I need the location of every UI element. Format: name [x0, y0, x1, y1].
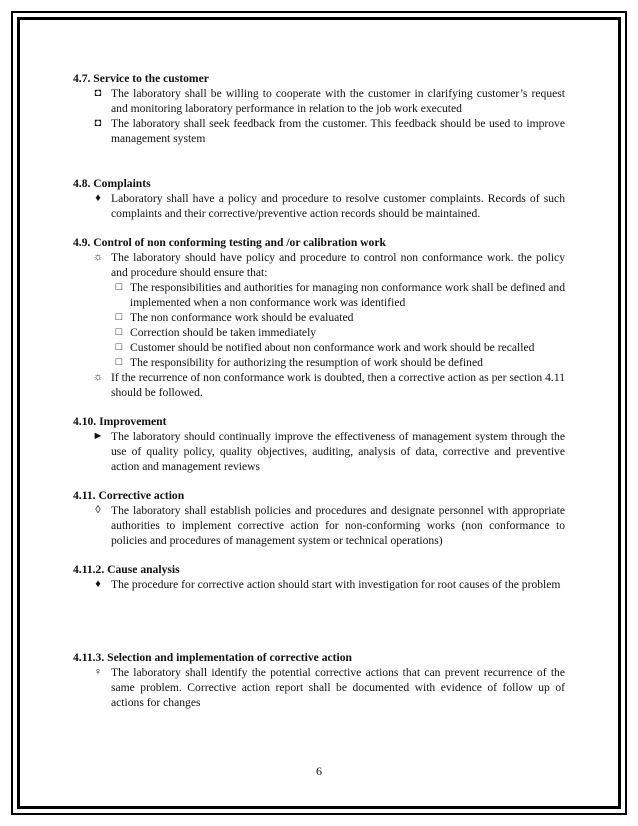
list-item-text: If the recurrence of non conformance work is doubted, then a corrective action as per section 4.11 should be followed. [111, 371, 565, 399]
section-heading: 4.11.2. Cause analysis [73, 563, 180, 576]
section-cause-analysis [73, 562, 565, 592]
list-item-text: The laboratory should continually improve the effectiveness of management system through the use of quality policy, quality objectives, auditing, analysis of data, corrective and preventive action and management reviews [111, 430, 565, 473]
list-item [73, 86, 565, 116]
checkbox-bullet-icon: □ [115, 281, 123, 293]
sub-list-item [73, 355, 565, 370]
female-sign-bullet-icon: ♀ [93, 666, 103, 678]
diamond-bullet-icon: ♦ [95, 192, 101, 204]
section-improvement [73, 414, 565, 474]
sub-list-item [73, 310, 565, 325]
list-item-text: The laboratory shall establish policies and procedures and designate personnel with appropriate authorities to implement corrective action for non-conforming works (non conformance to policies and procedures of management system or technical operations) [111, 504, 565, 547]
list-item-text: The laboratory shall identify the potential corrective actions that can prevent recurrence of the same problem. Corrective action report shall be documented with evidence of follow up of actions for changes [111, 666, 565, 709]
section-heading: 4.10. Improvement [73, 415, 167, 428]
section-heading: 4.11.3. Selection and implementation of corrective action [73, 651, 352, 664]
list-item [73, 250, 565, 280]
list-item-text: The procedure for corrective action should start with investigation for root causes of the problem [111, 578, 561, 591]
section-non-conforming-work [73, 235, 565, 400]
list-item [73, 116, 565, 146]
list-item-text: The laboratory shall seek feedback from the customer. This feedback should be used to improve management system [111, 117, 565, 145]
section-heading: 4.9. Control of non conforming testing and /or calibration work [73, 236, 386, 249]
checkbox-bullet-icon: □ [115, 341, 123, 353]
section-service-to-customer [73, 71, 565, 146]
diamond-bullet-icon: ♦ [95, 578, 101, 590]
sub-list-item [73, 280, 565, 310]
list-item [73, 191, 565, 221]
list-item [73, 429, 565, 474]
section-heading: 4.8. Complaints [73, 177, 151, 190]
lozenge-bullet-icon: ◊ [95, 504, 101, 516]
list-item [73, 665, 565, 710]
sub-list-item-text: Customer should be notified about non conformance work and work should be recalled [130, 341, 535, 354]
sub-list-item-text: The non conformance work should be evaluated [130, 311, 354, 324]
document-body [73, 71, 565, 710]
sub-list-item-text: The responsibilities and authorities for managing non conformance work shall be defined and implemented when a non conformance work was identified [130, 281, 565, 309]
sun-bullet-icon: ☼ [92, 371, 104, 383]
sub-list-item-text: The responsibility for authorizing the resumption of work should be defined [130, 356, 483, 369]
list-item [73, 503, 565, 548]
arrow-bullet-icon: ► [92, 430, 104, 442]
sub-list-item [73, 340, 565, 355]
list-item [73, 370, 565, 400]
square-bullet-icon: ◘ [94, 117, 102, 129]
page-number: 6 [316, 764, 322, 778]
list-item-text: The laboratory shall be willing to cooperate with the customer in clarifying customer’s request and monitoring laboratory performance in relation to the job work executed [111, 87, 565, 115]
list-item-text: The laboratory should have policy and procedure to control non conformance work. the policy and procedure should ensure that: [111, 251, 565, 279]
checkbox-bullet-icon: □ [115, 311, 123, 323]
sub-list-item [73, 325, 565, 340]
checkbox-bullet-icon: □ [115, 356, 123, 368]
section-complaints [73, 176, 565, 221]
sub-list-item-text: Correction should be taken immediately [130, 326, 317, 339]
checkbox-bullet-icon: □ [115, 326, 123, 338]
square-bullet-icon: ◘ [94, 87, 102, 99]
section-corrective-action [73, 488, 565, 548]
section-selection-implementation [73, 650, 565, 710]
list-item [73, 577, 565, 592]
sun-bullet-icon: ☼ [92, 251, 104, 263]
section-heading: 4.11. Corrective action [73, 489, 185, 502]
section-heading: 4.7. Service to the customer [73, 72, 209, 85]
list-item-text: Laboratory shall have a policy and procedure to resolve customer complaints. Records of such complaints and their corrective/preventive action records should be maintained. [111, 192, 565, 220]
